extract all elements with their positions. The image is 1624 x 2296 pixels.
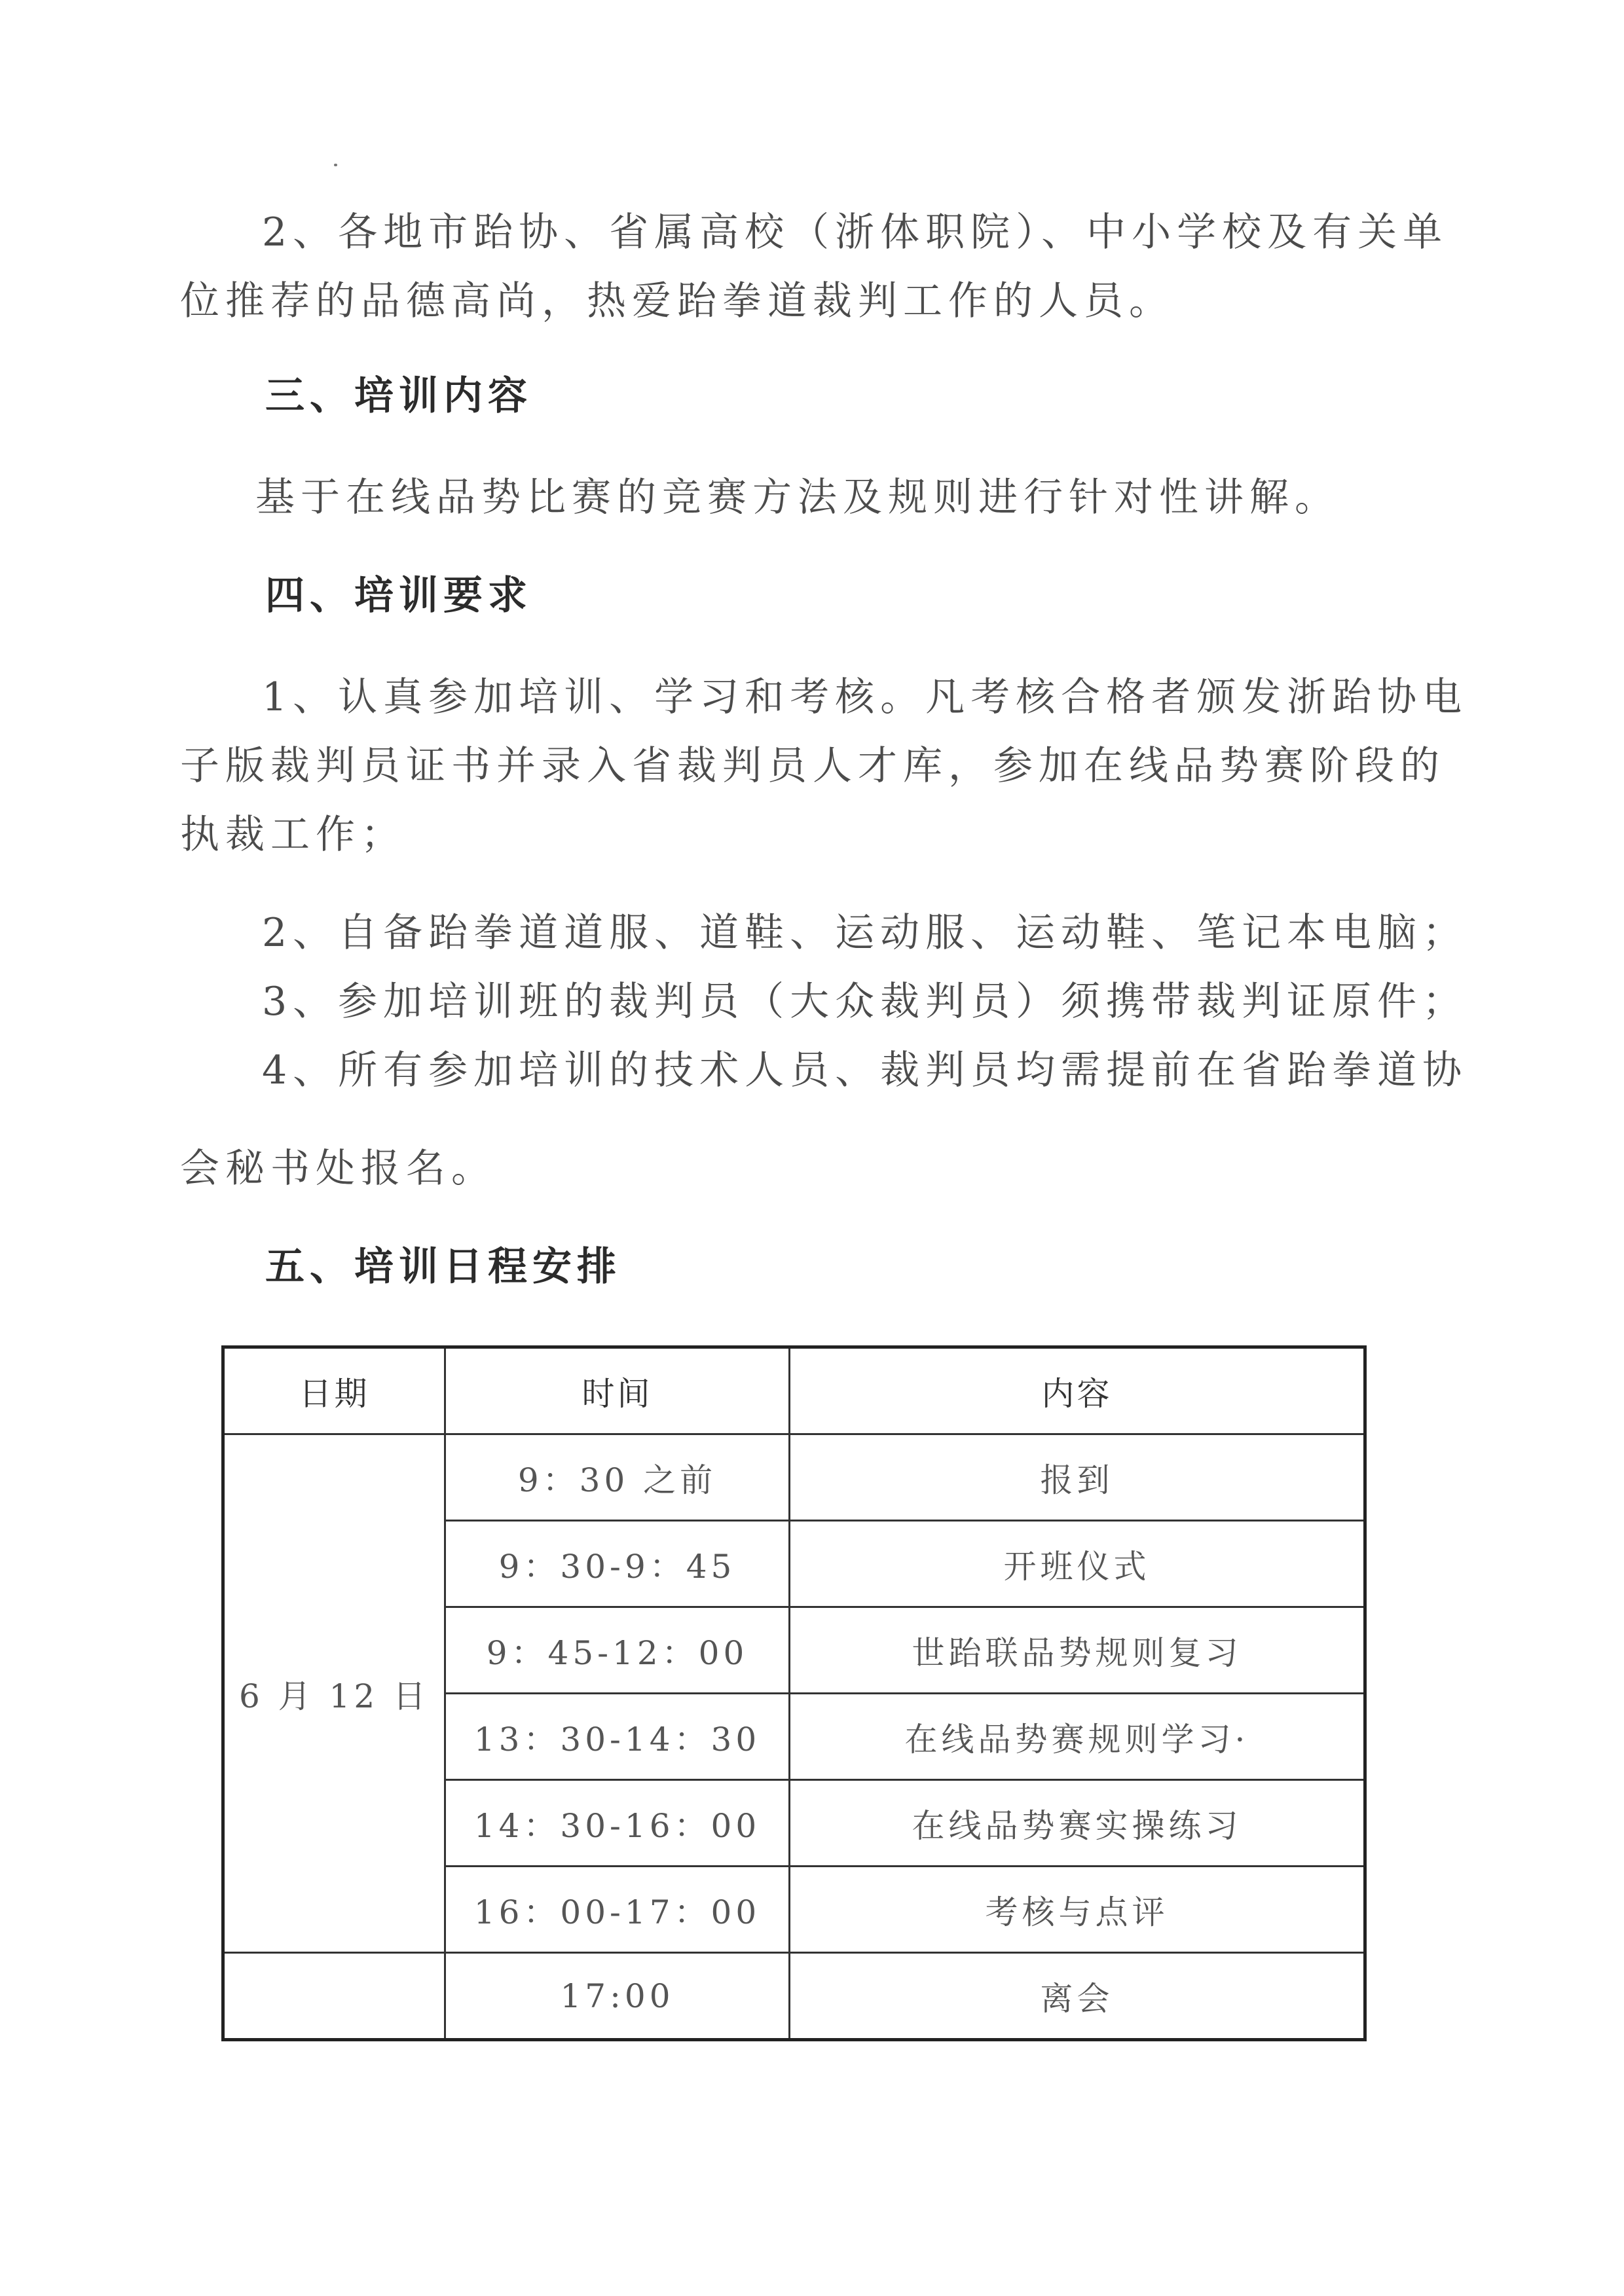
table-row [223,1434,1365,1521]
scan-speck [334,164,337,166]
requirement-3: 3、参加培训班的裁判员（大众裁判员）须携带裁判证原件； [262,979,1468,1025]
header-time: 时间 [445,1347,790,1434]
requirement-4-line-1: 4、所有参加培训的技术人员、裁判员均需提前在省跆拳道协 [262,1048,1468,1093]
paragraph-3: 基于在线品势比赛的竞赛方法及规则进行针对性讲解。 [255,475,1340,520]
content-cell: 在线品势赛规则学习· [790,1694,1365,1780]
table-row-last [223,1953,1365,2040]
requirement-4-line-2: 会秘书处报名。 [180,1146,496,1192]
time-cell: 14：30-16：00 [445,1780,790,1867]
time-cell: 9：30 之前 [445,1434,790,1521]
section-heading-3: 三、培训内容 [265,373,532,419]
paragraph-2-line-2: 位推荐的品德高尚，热爱跆拳道裁判工作的人员。 [180,278,1174,324]
time-cell: 17:00 [445,1953,790,2040]
schedule-table [221,1345,1367,2041]
content-cell: 在线品势赛实操练习 [790,1780,1365,1867]
content-cell: 开班仪式 [790,1521,1365,1607]
requirement-1-line-2: 子版裁判员证书并录入省裁判员人才库，参加在线品势赛阶段的 [180,743,1445,789]
table-header-row [223,1347,1365,1434]
requirement-2: 2、自备跆拳道道服、道鞋、运动服、运动鞋、笔记本电脑； [262,910,1468,956]
content-cell: 考核与点评 [790,1867,1365,1953]
requirement-1-line-3: 执裁工作； [180,812,406,858]
section-heading-4: 四、培训要求 [265,573,532,619]
header-date: 日期 [223,1347,445,1434]
time-cell: 9：30-9：45 [445,1521,790,1607]
time-cell: 16：00-17：00 [445,1867,790,1953]
header-content: 内容 [790,1347,1365,1434]
time-cell: 9：45-12：00 [445,1607,790,1694]
content-cell: 世跆联品势规则复习 [790,1607,1365,1694]
content-cell: 离会 [790,1953,1365,2040]
section-heading-5: 五、培训日程安排 [265,1244,621,1290]
requirement-1-line-1: 1、认真参加培训、学习和考核。凡考核合格者颁发浙跆协电 [262,674,1468,720]
date-cell-empty [223,1953,445,2040]
paragraph-2-line-1: 2、各地市跆协、省属高校（浙体职院）、中小学校及有关单 [262,210,1449,255]
date-cell: 6 月 12 日 [223,1434,445,1953]
time-cell: 13：30-14：30 [445,1694,790,1780]
content-cell: 报到 [790,1434,1365,1521]
